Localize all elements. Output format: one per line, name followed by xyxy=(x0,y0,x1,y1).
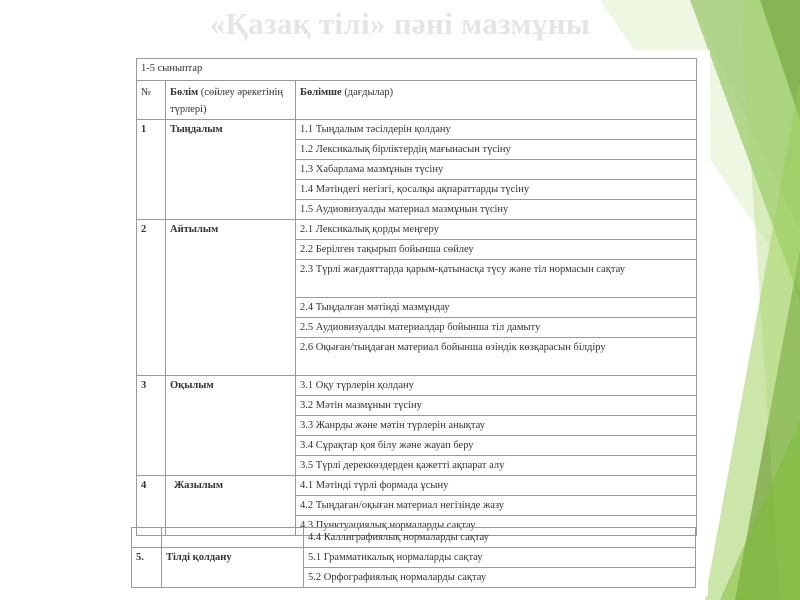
skill-item: 1.3 Хабарлама мазмұнын түсіну xyxy=(296,160,697,180)
section-num: 4 xyxy=(137,476,166,536)
table-row xyxy=(137,376,697,396)
grade-header: 1-5 сыныптар xyxy=(137,59,697,81)
section-num: 3 xyxy=(137,376,166,476)
table-row xyxy=(132,528,696,548)
skill-item: 5.2 Орфографиялық нормаларды сақтау xyxy=(304,568,696,588)
empty-cell xyxy=(132,528,162,548)
col-sub-header-rest: (дағдылар) xyxy=(341,87,394,98)
curriculum-table xyxy=(136,58,697,536)
col-section-header-bold: Бөлім xyxy=(170,87,199,98)
skill-item: 3.5 Түрлі дереккөздерден қажетті ақпарат алу xyxy=(296,456,697,476)
skill-item: 4.4 Каллиграфиялық нормаларды сақтау xyxy=(304,528,696,548)
table-row xyxy=(137,220,697,240)
table-row xyxy=(132,548,696,568)
skill-item: 3.3 Жанрды және мәтін түрлерін анықтау xyxy=(296,416,697,436)
skill-item: 2.1 Лексикалық қорды меңгеру xyxy=(296,220,697,240)
table-row xyxy=(137,120,697,140)
section-num: 5. xyxy=(132,548,162,588)
skill-item: 1.4 Мәтіндегі негізгі, қосалқы ақпараттарды түсіну xyxy=(296,180,697,200)
skill-item: 1.5 Аудиовизуалды материал мазмұнын түсіну xyxy=(296,200,697,220)
table-row xyxy=(137,59,697,81)
table-header-row xyxy=(137,81,697,120)
skill-item: 3.4 Сұрақтар қоя білу және жауап беру xyxy=(296,436,697,456)
skill-item: 1.1 Тыңдалым тәсілдерін қолдану xyxy=(296,120,697,140)
table-row xyxy=(137,476,697,496)
empty-cell xyxy=(162,528,304,548)
section-name: Жазылым xyxy=(166,476,296,536)
skill-item: 4.1 Мәтінді түрлі формада ұсыну xyxy=(296,476,697,496)
section-name: Тілді қолдану xyxy=(162,548,304,588)
skill-item: 3.2 Мәтін мазмұнын түсіну xyxy=(296,396,697,416)
skill-item: 4.2 Тыңдаған/оқыған материал негізінде жазу xyxy=(296,496,697,516)
col-section-header-rest: (сөйлеу әрекетінің түрлері) xyxy=(170,87,284,115)
col-sub-header xyxy=(296,81,697,120)
section-name: Тыңдалым xyxy=(166,120,296,220)
section-num: 1 xyxy=(137,120,166,220)
col-num-header: № xyxy=(137,81,166,120)
skill-item: 2.5 Аудиовизуалды материалдар бойынша тіл дамыту xyxy=(296,318,697,338)
skill-item: 5.1 Грамматикалық нормаларды сақтау xyxy=(304,548,696,568)
section-num: 2 xyxy=(137,220,166,376)
skill-item: 2.4 Тыңдалған мәтінді мазмұндау xyxy=(296,298,697,318)
curriculum-table-continuation xyxy=(131,527,696,588)
skill-item: 2.3 Түрлі жағдаяттарда қарым-қатынасқа түсу және тіл нормасын сақтау xyxy=(296,260,697,298)
skill-item: 1.2 Лексикалық бірліктердің мағынасын түсіну xyxy=(296,140,697,160)
section-name: Айтылым xyxy=(166,220,296,376)
skill-item: 4.3 Пунктуациялық нормаларды сақтау xyxy=(296,516,697,536)
skill-item: 2.6 Оқыған/тыңдаған материал бойынша өзіндік көзқарасын білдіру xyxy=(296,338,697,376)
section-name: Оқылым xyxy=(166,376,296,476)
col-section-header xyxy=(166,81,296,120)
col-sub-header-bold: Бөлімше xyxy=(300,87,342,98)
page-title: «Қазақ тілі» пәні мазмұны xyxy=(209,6,591,41)
skill-item: 3.1 Оқу түрлерін қолдану xyxy=(296,376,697,396)
skill-item: 2.2 Берілген тақырып бойынша сөйлеу xyxy=(296,240,697,260)
